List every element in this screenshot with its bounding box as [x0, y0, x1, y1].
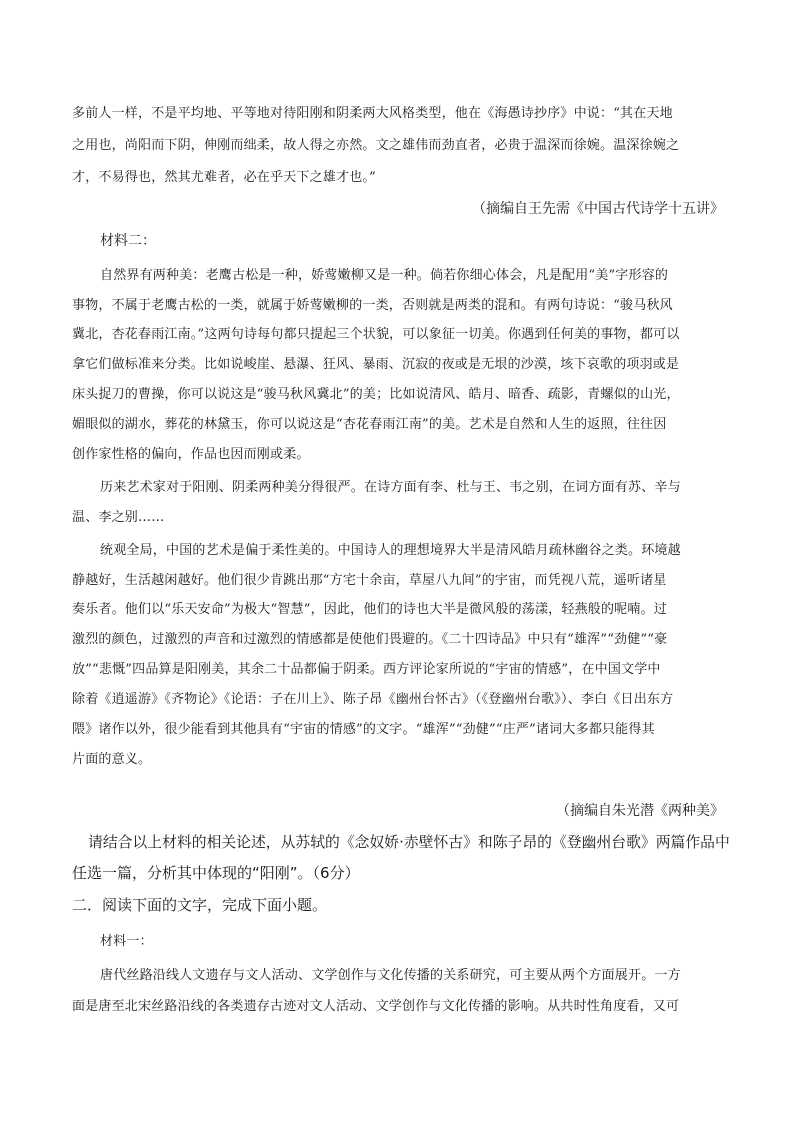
section-title: 二．阅读下面的文字，完成下面小题。 — [72, 896, 328, 914]
body-text-line: 静越好，生活越闲越好。他们很少肯跳出那“方宅十余亩，草屋八九间”的宇宙，而凭视八荒，遥听诸星 — [72, 573, 667, 588]
body-text-line: 温、李之别…… — [72, 510, 165, 525]
body-text-line: 激烈的颜色，过激烈的声音和过激烈的情感都是使他们畏避的。《二十四诗品》中只有“雄浑”“劲健”“豪 — [72, 632, 668, 647]
body-text-line: 面是唐至北宋丝路沿线的各类遗存古迹对文人活动、文学创作与文化传播的影响。从共时性角度看，又可 — [72, 999, 680, 1014]
body-text-line: 拿它们做标准来分类。比如说峻崖、悬瀑、狂风、暴雨、沉寂的夜或是无垠的沙漠，垓下哀歌的项羽或是 — [72, 357, 680, 372]
body-text-line: 片面的意义。 — [72, 752, 152, 767]
material-heading: 材料一： — [100, 934, 153, 949]
body-text-line: 创作家性格的偏向，作品也因而刚或柔。 — [72, 447, 310, 462]
body-text-line: 历来艺术家对于阳刚、阴柔两种美分得很严。在诗方面有李、杜与王、韦之别，在词方面有苏、辛与 — [100, 480, 681, 495]
body-text-line: 奏乐者。他们以“乐天安命”为极大“智慧”，因此，他们的诗也大半是微风般的荡漾，轻燕般的呢喃。过 — [72, 602, 667, 617]
body-text-line: 媚眼似的湖水，葬花的林黛玉，你可以说这是“杏花春雨江南”的美。艺术是自然和人生的返照，往往因 — [72, 417, 667, 432]
body-text-line: 之用也，尚阳而下阴，伸刚而绌柔，故人得之亦然。文之雄伟而劲直者，必贵于温深而徐婉。温深徐婉之 — [72, 138, 680, 153]
body-text-line: 隈》诸作以外，很少能看到其他具有“宇宙的情感”的文字。“雄浑”“劲健”“庄严”诸词大多都只能得其 — [72, 722, 655, 737]
body-text-line: 冀北，杏花春雨江南。”这两句诗每句都只提起三个状貌，可以象征一切美。你遇到任何美的事物，都可以 — [72, 327, 680, 342]
body-text-line: 放”“悲慨”四品算是阳刚美，其余二十品都偏于阴柔。西方评论家所说的“宇宙的情感”，在中国文学中 — [72, 662, 661, 677]
body-text-line: 唐代丝路沿线人文遗存与文人活动、文学创作与文化传播的关系研究，可主要从两个方面展开。一方 — [100, 968, 681, 983]
body-text-line: 自然界有两种美：老鹰古松是一种，娇莺嫩柳又是一种。倘若你细心体会，凡是配用“美”字形容的 — [100, 268, 669, 283]
source-citation: （摘编自朱光潜《两种美》 — [556, 803, 724, 819]
body-text-line: 除着《逍遥游》《齐物论》《论语：子在川上》、陈子昂《幽州台怀古》（《登幽州台歌》）、李白《日出东方 — [72, 692, 674, 707]
question-text: 请结合以上材料的相关论述，从苏轼的《念奴娇·赤壁怀古》和陈子昂的《登幽州台歌》两篇作品中 — [88, 833, 730, 851]
source-citation: （摘编自王先需《中国古代诗学十五讲》 — [472, 201, 724, 217]
body-text-line: 事物，不属于老鹰古松的一类，就属于娇莺嫩柳的一类，否则就是两类的混和。有两句诗说：“骏马秋风 — [72, 298, 673, 313]
body-text-line: 才，不易得也，然其尤难者，必在乎天下之雄才也。” — [72, 170, 376, 185]
body-text-line: 床头捉刀的曹操，你可以说这是“骏马秋风冀北”的美；比如说清风、皓月、暗香、疏影，青螺似的山光， — [72, 387, 680, 402]
question-text: 任选一篇，分析其中体现的“阳刚”。（6分） — [72, 864, 360, 882]
material-heading: 材料二： — [100, 233, 156, 249]
body-text-line: 多前人一样，不是平均地、平等地对待阳刚和阴柔两大风格类型，他在《海愚诗抄序》中说：“其在天地 — [72, 106, 673, 121]
body-text-line: 统观全局，中国的艺术是偏于柔性美的。中国诗人的理想境界大半是清风皓月疏林幽谷之类。环境越 — [100, 543, 681, 558]
